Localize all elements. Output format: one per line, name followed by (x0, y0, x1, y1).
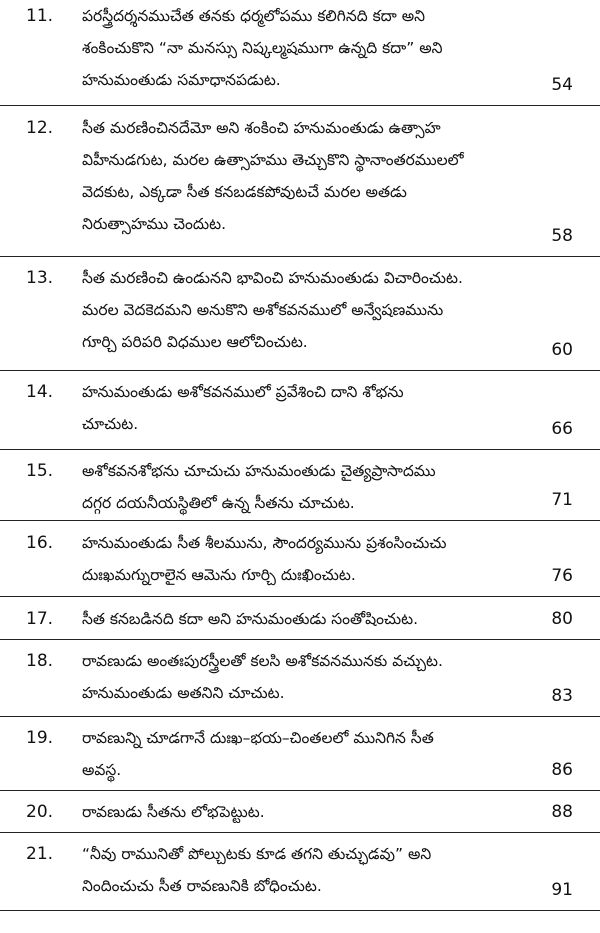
entry-number: 19. (26, 728, 54, 748)
entry-page-number: 76 (551, 566, 573, 586)
entry-title-line: సీత మరణించినదేమో అని శంకించి హనుమంతుడు ఉత్సాహ (82, 119, 441, 137)
toc-entry-19 (0, 722, 600, 791)
entry-page-number: 86 (551, 760, 573, 780)
entry-title-line: శంకించుకొని “నా మనస్సు నిష్కల్మషముగా ఉన్నది కదా” అని (82, 39, 443, 57)
entry-title-line: హనుమంతుడు సమాధానపడుట. (82, 71, 281, 89)
toc-entry-13 (0, 262, 600, 371)
entry-title (82, 838, 552, 902)
entry-page-number: 80 (551, 609, 573, 629)
entry-title-line: మరల వెదకెదమని అనుకొని అశోకవనములో అన్వేషణమును (82, 301, 444, 319)
entry-page-number: 66 (551, 419, 573, 439)
entry-title-line: రావణున్ని చూడగానే దుఃఖ–భయ–చింతలలో మునిగిన సీత (82, 729, 434, 747)
entry-number: 13. (26, 268, 54, 288)
entry-title-line: దుఃఖమగ్నురాలైన ఆమెను గూర్చి దుఃఖించుట. (82, 566, 356, 584)
entry-title (82, 376, 552, 440)
toc-entry-17 (0, 603, 600, 640)
entry-number: 12. (26, 118, 54, 138)
entry-title-line: నిరుత్సాహము చెందుట. (82, 215, 227, 233)
entry-title-line: రావణుడు సీతను లోభపెట్టుట. (82, 803, 265, 821)
entry-title-line: వెదకుట, ఎక్కడా సీత కనబడకపోవుటచే మరల అతడు (82, 183, 407, 201)
entry-title-line: “నీవు రామునితో పోల్చుటకు కూడ తగని తుచ్ఛుడవు” అని (82, 845, 432, 863)
entry-page-number: 58 (551, 226, 573, 246)
entry-title-line: సీత మరణించి ఉండునని భావించి హనుమంతుడు విచారించుట. (82, 269, 463, 287)
entry-title-line: విహీనుడగుట, మరల ఉత్సాహము తెచ్చుకొని స్థానాంతరములలో (82, 151, 464, 169)
entry-page-number: 60 (551, 340, 573, 360)
entry-number: 14. (26, 382, 54, 402)
entry-title-line: అవస్థ. (82, 761, 122, 779)
toc-entry-14 (0, 376, 600, 450)
toc-entry-20 (0, 796, 600, 833)
entry-title (82, 796, 552, 828)
entry-title (82, 527, 552, 591)
entry-title (82, 0, 552, 96)
entry-title-line: హనుమంతుడు అతనిని చూచుట. (82, 684, 285, 702)
entry-title (82, 112, 552, 240)
entry-title-line: చూచుట. (82, 415, 139, 433)
entry-page-number: 71 (551, 490, 573, 510)
toc-entry-11 (0, 0, 600, 106)
entry-number: 17. (26, 609, 54, 629)
entry-title-line: రావణుడు అంతఃపురస్త్రీలతో కలసి అశోకవనమునకు వచ్చుట. (82, 652, 443, 670)
entry-title (82, 455, 552, 519)
entry-title (82, 603, 552, 635)
toc-entry-18 (0, 645, 600, 717)
toc-entry-12 (0, 112, 600, 257)
toc-entry-16 (0, 527, 600, 597)
entry-number: 18. (26, 651, 54, 671)
entry-page-number: 88 (551, 802, 573, 822)
entry-number: 16. (26, 533, 54, 553)
entry-title-line: సీత కనబడినది కదా అని హనుమంతుడు సంతోషించుట. (82, 610, 419, 628)
entry-title-line: గూర్చి పరిపరి విధముల ఆలోచించుట. (82, 333, 308, 351)
entry-page-number: 83 (551, 686, 573, 706)
entry-number: 20. (26, 802, 54, 822)
entry-number: 15. (26, 461, 54, 481)
entry-title-line: హనుమంతుడు సీత శీలమును, సౌందర్యమును ప్రశంసించుచు (82, 534, 447, 552)
entry-title-line: దగ్గర దయనీయస్థితిలో ఉన్న సీతను చూచుట. (82, 494, 355, 512)
entry-title-line: నిందించుచు సీత రావణునికి బోధించుట. (82, 877, 322, 895)
toc-entry-15 (0, 455, 600, 521)
entry-title-line: పరస్త్రీదర్శనముచేత తనకు ధర్మలోపము కలిగినది కదా అని (82, 7, 425, 25)
entry-page-number: 54 (551, 75, 573, 95)
entry-title (82, 262, 552, 358)
entry-title-line: హనుమంతుడు అశోకవనములో ప్రవేశించి దాని శోభను (82, 383, 404, 401)
entry-number: 21. (26, 844, 54, 864)
entry-number: 11. (26, 6, 54, 26)
entry-title (82, 722, 552, 786)
toc-entry-21 (0, 838, 600, 911)
entry-title-line: అశోకవనశోభను చూచుచు హనుమంతుడు చైత్యప్రాసాదము (82, 462, 436, 480)
entry-title (82, 645, 552, 709)
entry-page-number: 91 (551, 880, 573, 900)
